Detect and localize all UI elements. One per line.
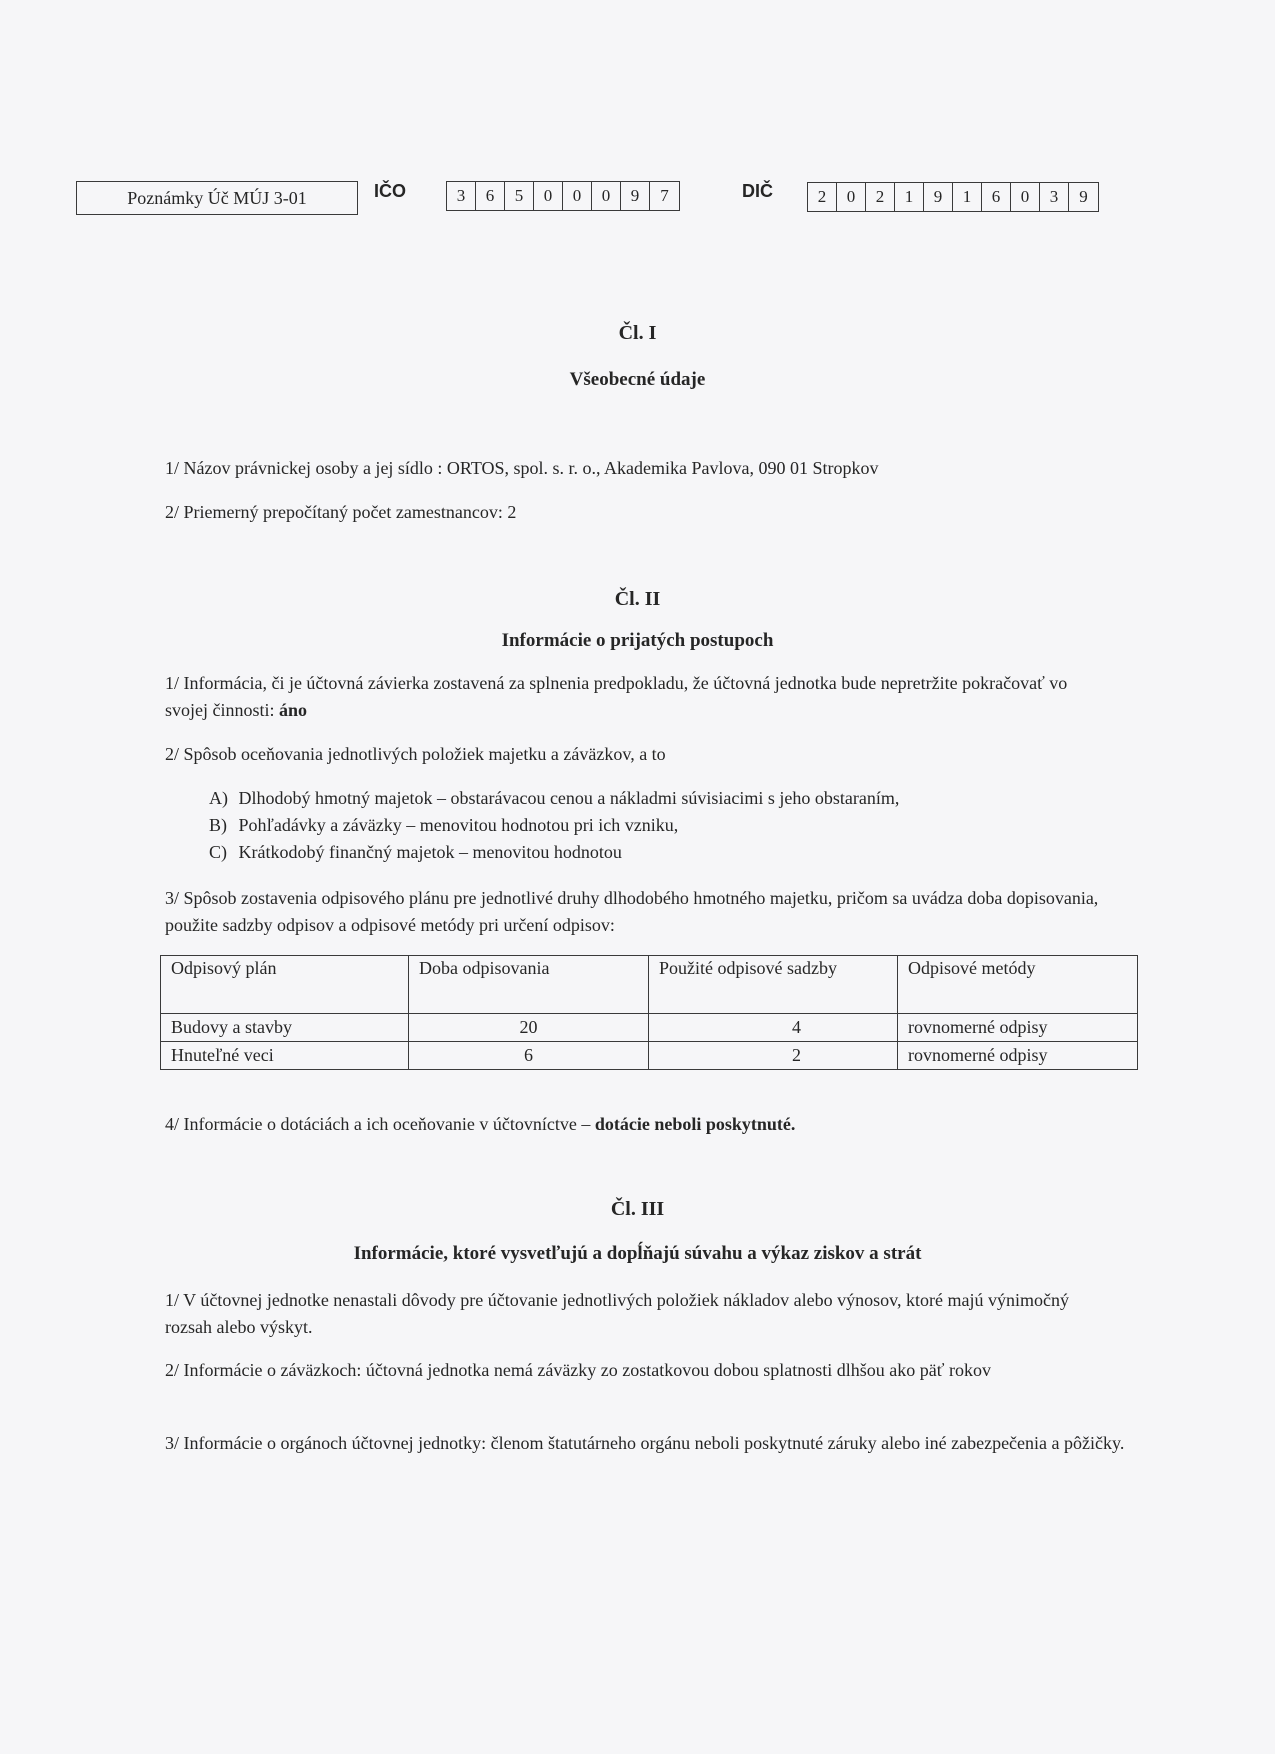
table-cell: rovnomerné odpisy — [898, 1014, 1138, 1042]
depreciation-plan-table — [160, 955, 1138, 1070]
table-cell: Hnuteľné veci — [161, 1042, 409, 1070]
form-label: Poznámky Úč MÚJ 3-01 — [76, 181, 358, 215]
table-header-cell: Odpisový plán — [161, 956, 409, 1014]
ico-digit: 0 — [534, 182, 563, 210]
table-header-cell: Odpisové metódy — [898, 956, 1138, 1014]
article-2-paragraph-1-answer: áno — [279, 700, 308, 720]
table-header-row — [161, 956, 1138, 1014]
table-cell: Budovy a stavby — [161, 1014, 409, 1042]
valuation-item-text: Pohľadávky a záväzky – menovitou hodnotou pri ich vzniku, — [238, 815, 679, 835]
dic-digit-boxes — [807, 182, 1099, 212]
dic-digit: 2 — [866, 183, 895, 211]
article-2-paragraph-4-text: 4/ Informácie o dotáciách a ich oceňovanie v účtovníctve – — [165, 1114, 595, 1134]
table-cell: rovnomerné odpisy — [898, 1042, 1138, 1070]
article-3-number: Čl. III — [610, 1198, 665, 1220]
table-row — [161, 1014, 1138, 1042]
dic-digit: 3 — [1040, 183, 1069, 211]
valuation-item-letter: A) — [209, 788, 228, 808]
valuation-item-text: Dlhodobý hmotný majetok – obstarávacou cenou a nákladmi súvisiacimi s jeho obstaraním, — [238, 788, 900, 808]
dic-digit: 0 — [837, 183, 866, 211]
table-cell: 6 — [409, 1042, 649, 1070]
table-cell: 2 — [649, 1042, 898, 1070]
ico-digit-boxes — [446, 181, 680, 211]
valuation-item-letter: B) — [209, 815, 227, 835]
article-2-number: Čl. II — [614, 588, 661, 610]
table-header-cell: Doba odpisovania — [409, 956, 649, 1014]
article-1-number: Čl. I — [618, 322, 657, 344]
table-row — [161, 1042, 1138, 1070]
dic-digit: 0 — [1011, 183, 1040, 211]
dic-label: DIČ — [742, 181, 773, 201]
ico-digit: 0 — [563, 182, 592, 210]
table-header-cell: Použité odpisové sadzby — [649, 956, 898, 1014]
article-2-paragraph-1 — [165, 670, 1105, 724]
article-2-paragraph-3: 3/ Spôsob zostavenia odpisového plánu pre jednotlivé druhy dlhodobého hmotného majetku, pričom sa uvádza doba dopisovania, použite sadzby odpisov a odpisové metódy pri určení odpisov: — [165, 888, 1099, 935]
ico-digit: 5 — [505, 182, 534, 210]
article-2-title: Informácie o prijatých postupoch — [501, 630, 774, 651]
article-3-paragraph-3: 3/ Informácie o orgánoch účtovnej jednotky: členom štatutárneho orgánu neboli poskytnuté záruky alebo iné zabezpečenia a pôžičky. — [165, 1433, 1125, 1453]
valuation-item-a — [209, 788, 899, 809]
dic-digit: 9 — [924, 183, 953, 211]
article-2-paragraph-1-text: 1/ Informácia, či je účtovná závierka zostavená za splnenia predpokladu, že účtovná jednotka bude nepretržite pokračovať vo svojej činnosti: — [165, 673, 1068, 720]
article-3-paragraph-2: 2/ Informácie o záväzkoch: účtovná jednotka nemá záväzky zo zostatkovou dobou splatnosti dlhšou ako päť rokov — [165, 1360, 991, 1380]
ico-digit: 0 — [592, 182, 621, 210]
dic-digit: 1 — [953, 183, 982, 211]
valuation-item-b — [209, 815, 678, 836]
article-3-title: Informácie, ktoré vysvetľujú a dopĺňajú súvahu a výkaz ziskov a strát — [353, 1243, 922, 1264]
ico-digit: 3 — [447, 182, 476, 210]
table-cell: 4 — [649, 1014, 898, 1042]
article-1-title: Všeobecné údaje — [569, 369, 706, 390]
ico-digit: 6 — [476, 182, 505, 210]
dic-digit: 9 — [1079, 187, 1088, 206]
table-cell: 20 — [409, 1014, 649, 1042]
article-3-paragraph-1: 1/ V účtovnej jednotke nenastali dôvody pre účtovanie jednotlivých položiek nákladov alebo výnosov, ktoré majú výnimočný rozsah alebo výskyt. — [165, 1290, 1069, 1337]
article-2-paragraph-2: 2/ Spôsob oceňovania jednotlivých položiek majetku a záväzkov, a to — [165, 744, 666, 764]
article-2-paragraph-4 — [165, 1111, 1125, 1138]
dic-digit: 6 — [982, 183, 1011, 211]
article-1-paragraph-1: 1/ Názov právnickej osoby a jej sídlo : ORTOS, spol. s. r. o., Akademika Pavlova, 090 01 Stropkov — [165, 458, 879, 478]
valuation-item-text: Krátkodobý finančný majetok – menovitou hodnotou — [238, 842, 622, 862]
ico-digit: 9 — [621, 182, 650, 210]
article-2-paragraph-4-answer: dotácie neboli poskytnuté. — [594, 1114, 796, 1134]
dic-digit: 2 — [808, 183, 837, 211]
valuation-item-c — [209, 842, 622, 863]
dic-digit: 1 — [895, 183, 924, 211]
ico-digit: 7 — [660, 186, 669, 205]
article-1-paragraph-2: 2/ Priemerný prepočítaný počet zamestnancov: 2 — [165, 502, 517, 522]
ico-label: IČO — [374, 181, 407, 201]
valuation-item-letter: C) — [209, 842, 227, 862]
